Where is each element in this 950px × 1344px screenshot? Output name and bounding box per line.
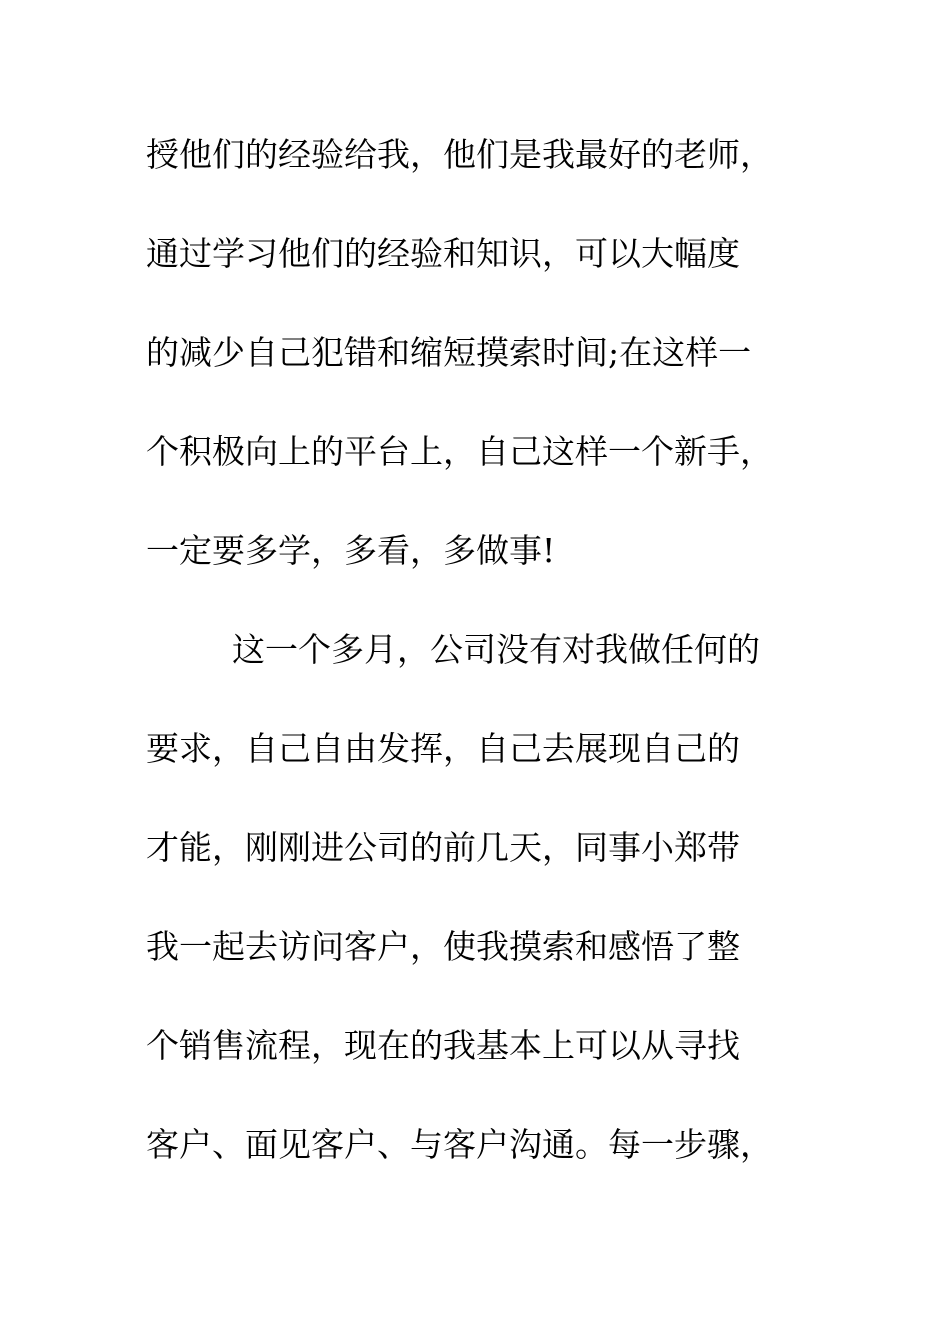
- text-line: 的减少自己犯错和缩短摸索时间;在这样一: [146, 333, 752, 372]
- text-line: 要求，自己自由发挥，自己去展现自己的: [146, 729, 740, 768]
- text-line: 才能，刚刚进公司的前几天，同事小郑带: [146, 828, 740, 867]
- text-line: 客户、面见客户、与客户沟通。每一步骤，: [146, 1125, 773, 1164]
- text-line: 通过学习他们的经验和知识，可以大幅度: [146, 234, 740, 273]
- text-line: 授他们的经验给我，他们是我最好的老师，: [146, 135, 773, 174]
- text-line: 个积极向上的平台上，自己这样一个新手，: [146, 432, 773, 471]
- text-line: 我一起去访问客户，使我摸索和感悟了整: [146, 927, 740, 966]
- text-line: 一定要多学，多看，多做事!: [146, 531, 556, 570]
- paragraph-first-line: 这一个多月，公司没有对我做任何的: [232, 630, 760, 669]
- text-line: 个销售流程，现在的我基本上可以从寻找: [146, 1026, 740, 1065]
